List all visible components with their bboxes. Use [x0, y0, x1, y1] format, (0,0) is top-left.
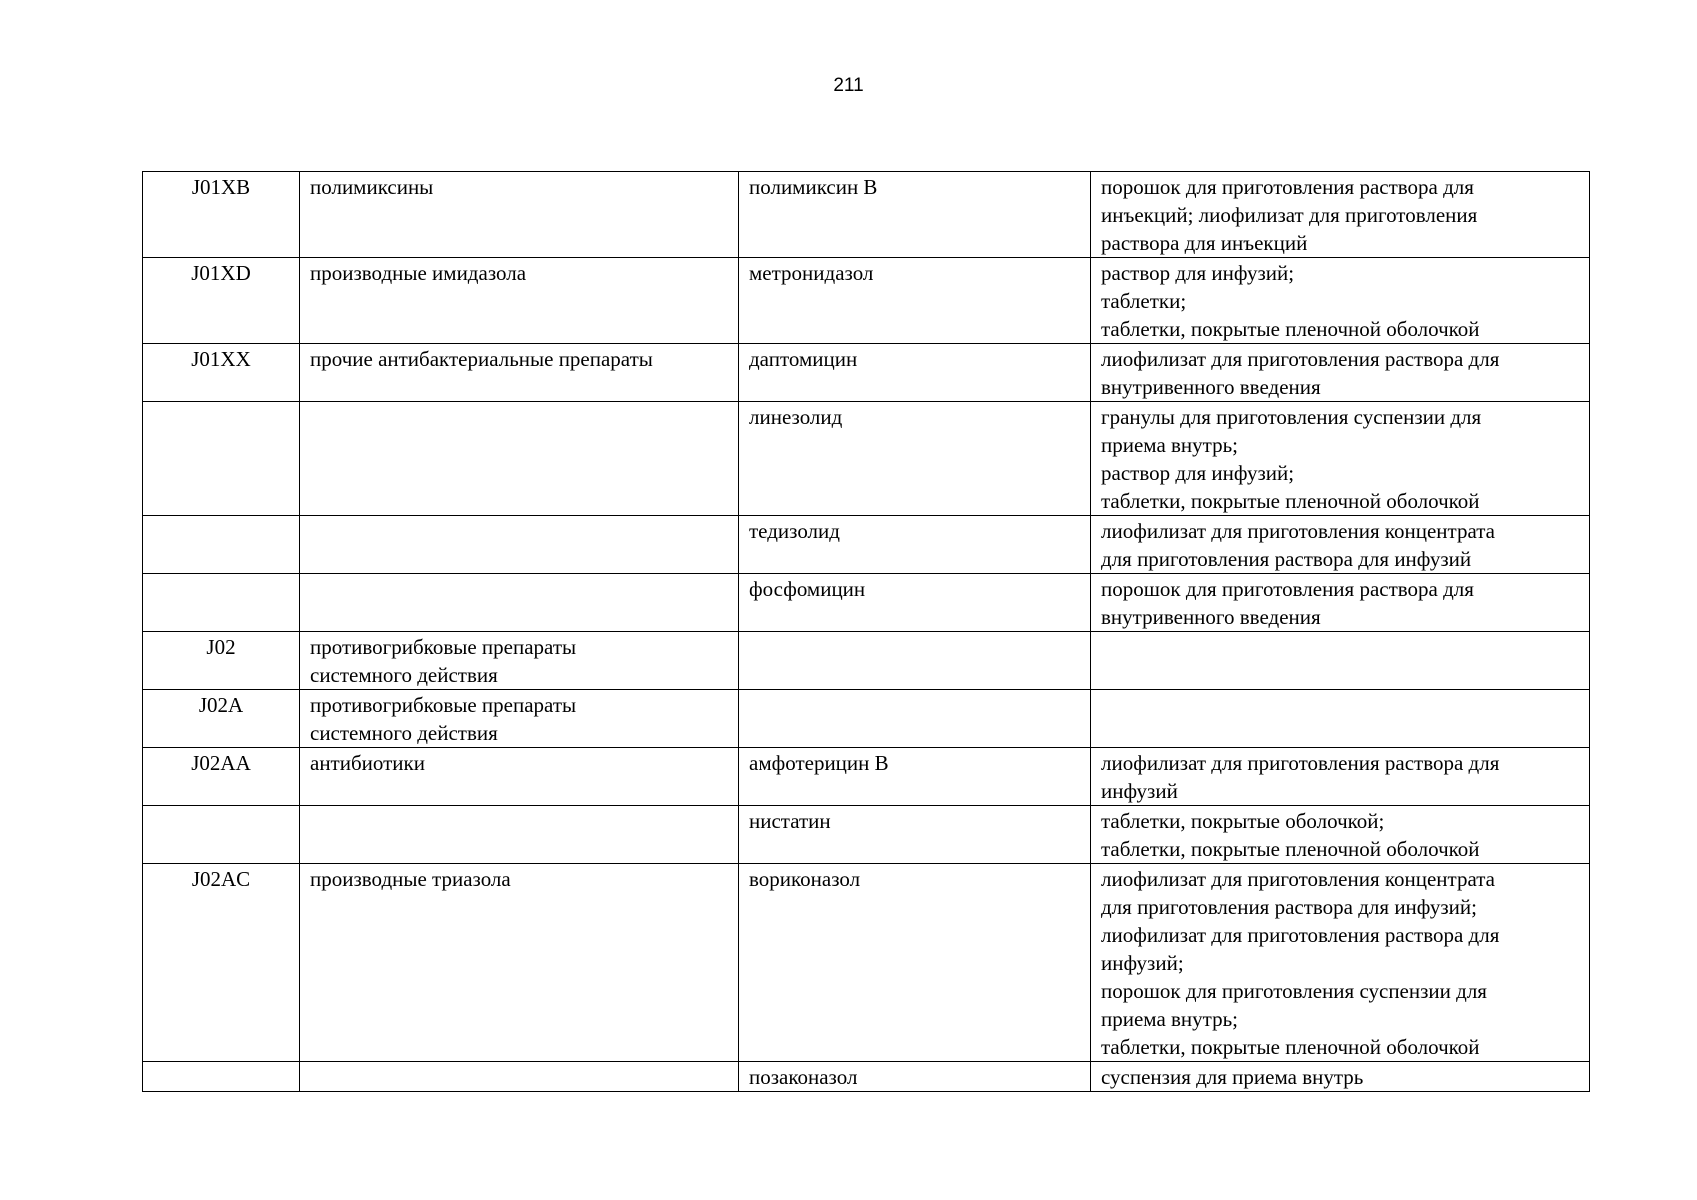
form-cell: лиофилизат для приготовления концентрата для приготовления раствора для инфузий [1091, 516, 1590, 574]
drug-cell: тедизолид [739, 516, 1091, 574]
form-cell: таблетки, покрытые оболочкой; таблетки, покрытые пленочной оболочкой [1091, 806, 1590, 864]
table-row [143, 1062, 1590, 1092]
atc-code-cell [143, 574, 300, 632]
drug-cell: нистатин [739, 806, 1091, 864]
atc-code-cell: J01XB [143, 172, 300, 258]
atc-code-cell [143, 1062, 300, 1092]
table-row [143, 632, 1590, 690]
drug-cell [739, 690, 1091, 748]
form-cell: лиофилизат для приготовления концентрата для приготовления раствора для инфузий; лиофилизат для приготовления раствора для инфузий; порошок для приготовления суспензии для приема внутрь; таблетки, покрытые пленочной оболочкой [1091, 864, 1590, 1062]
group-cell: противогрибковые препараты системного действия [300, 690, 739, 748]
form-cell: лиофилизат для приготовления раствора для внутривенного введения [1091, 344, 1590, 402]
atc-code-cell [143, 806, 300, 864]
table-row [143, 344, 1590, 402]
form-cell [1091, 632, 1590, 690]
form-cell: раствор для инфузий; таблетки; таблетки, покрытые пленочной оболочкой [1091, 258, 1590, 344]
atc-code-cell: J02AC [143, 864, 300, 1062]
form-cell: гранулы для приготовления суспензии для приема внутрь; раствор для инфузий; таблетки, покрытые пленочной оболочкой [1091, 402, 1590, 516]
drug-cell: полимиксин В [739, 172, 1091, 258]
atc-code-cell: J01XX [143, 344, 300, 402]
drug-cell: метронидазол [739, 258, 1091, 344]
atc-code-cell: J02AA [143, 748, 300, 806]
atc-code-cell: J02 [143, 632, 300, 690]
group-cell: противогрибковые препараты системного действия [300, 632, 739, 690]
table-row [143, 574, 1590, 632]
drug-cell: амфотерицин В [739, 748, 1091, 806]
group-cell: полимиксины [300, 172, 739, 258]
table-row [143, 516, 1590, 574]
group-cell: антибиотики [300, 748, 739, 806]
form-cell: суспензия для приема внутрь [1091, 1062, 1590, 1092]
table-row [143, 690, 1590, 748]
drug-cell: фосфомицин [739, 574, 1091, 632]
atc-code-cell: J02A [143, 690, 300, 748]
drug-cell: линезолид [739, 402, 1091, 516]
table-row [143, 864, 1590, 1062]
table-row [143, 806, 1590, 864]
group-cell [300, 402, 739, 516]
atc-code-cell [143, 516, 300, 574]
atc-code-cell [143, 402, 300, 516]
table-row [143, 748, 1590, 806]
drug-cell [739, 632, 1091, 690]
group-cell [300, 806, 739, 864]
table-row [143, 172, 1590, 258]
drug-cell: вориконазол [739, 864, 1091, 1062]
page-number: 211 [833, 75, 864, 96]
atc-code-cell: J01XD [143, 258, 300, 344]
form-cell [1091, 690, 1590, 748]
drug-cell: позаконазол [739, 1062, 1091, 1092]
drug-cell: даптомицин [739, 344, 1091, 402]
group-cell: прочие антибактериальные препараты [300, 344, 739, 402]
group-cell [300, 1062, 739, 1092]
form-cell: лиофилизат для приготовления раствора для инфузий [1091, 748, 1590, 806]
table-row [143, 258, 1590, 344]
group-cell [300, 574, 739, 632]
table-row [143, 402, 1590, 516]
group-cell [300, 516, 739, 574]
form-cell: порошок для приготовления раствора для внутривенного введения [1091, 574, 1590, 632]
group-cell: производные триазола [300, 864, 739, 1062]
drug-table [142, 171, 1590, 1092]
group-cell: производные имидазола [300, 258, 739, 344]
form-cell: порошок для приготовления раствора для инъекций; лиофилизат для приготовления раствора для инъекций [1091, 172, 1590, 258]
